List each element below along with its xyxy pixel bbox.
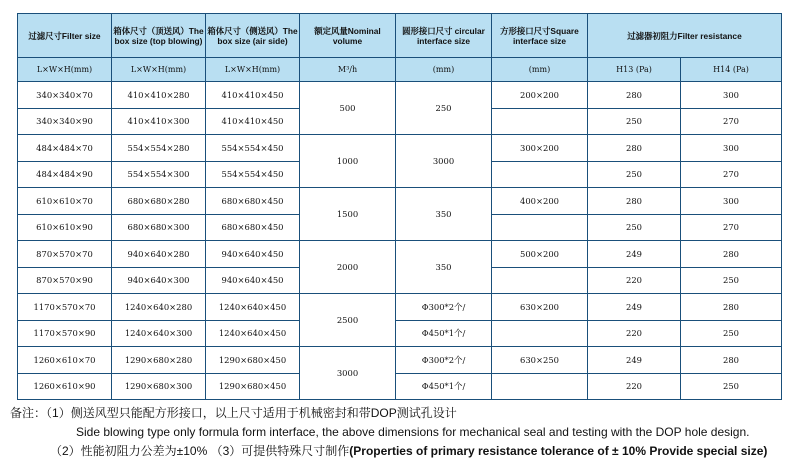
square-cell — [492, 108, 588, 135]
h13-cell: 250 — [588, 161, 681, 188]
filter-size-cell: 340×340×90 — [18, 108, 112, 135]
table-row — [18, 320, 782, 347]
note1-english: Side blowing type only formula form interface, the above dimensions for mechanical seal and testing with the DOP hole design. — [76, 425, 750, 439]
box-side-cell: 1240×640×450 — [206, 320, 300, 347]
box-top-cell: 554×554×280 — [112, 135, 206, 162]
units-row — [18, 58, 782, 82]
square-cell — [492, 161, 588, 188]
square-cell: 500×200 — [492, 241, 588, 268]
filter-size-cell: 1170×570×70 — [18, 294, 112, 321]
h13-cell: 250 — [588, 108, 681, 135]
notes-section — [10, 404, 790, 461]
box-top-cell: 1290×680×280 — [112, 347, 206, 374]
square-cell — [492, 320, 588, 347]
header-filter-size: 过滤尺寸Filter size — [18, 14, 112, 58]
box-top-cell: 1240×640×300 — [112, 320, 206, 347]
square-cell — [492, 373, 588, 400]
header-square-interface: 方形接口尺寸Square interface size — [492, 14, 588, 58]
h14-cell: 280 — [681, 347, 782, 374]
h14-cell: 250 — [681, 373, 782, 400]
volume-cell: 1000 — [300, 135, 396, 188]
unit-cell: H14 (Pa) — [681, 58, 782, 82]
table-row — [18, 82, 782, 109]
box-top-cell: 1240×640×280 — [112, 294, 206, 321]
filter-size-cell: 484×484×90 — [18, 161, 112, 188]
h13-cell: 280 — [588, 135, 681, 162]
box-side-cell: 1290×680×450 — [206, 373, 300, 400]
box-side-cell: 680×680×450 — [206, 188, 300, 215]
volume-cell: 500 — [300, 82, 396, 135]
table-row — [18, 135, 782, 162]
header-row — [18, 14, 782, 58]
h13-cell: 220 — [588, 267, 681, 294]
volume-cell: 2500 — [300, 294, 396, 347]
h14-cell: 300 — [681, 188, 782, 215]
unit-cell: M³/h — [300, 58, 396, 82]
h14-cell: 270 — [681, 214, 782, 241]
volume-cell: 1500 — [300, 188, 396, 241]
square-cell — [492, 214, 588, 241]
volume-cell: 3000 — [300, 347, 396, 400]
filter-size-cell: 870×570×70 — [18, 241, 112, 268]
unit-cell: L×W×H(mm) — [206, 58, 300, 82]
table-row — [18, 241, 782, 268]
notes-label: 备注： — [10, 406, 47, 420]
filter-size-cell: 1260×610×90 — [18, 373, 112, 400]
volume-cell: 2000 — [300, 241, 396, 294]
unit-cell: (mm) — [396, 58, 492, 82]
filter-spec-table — [17, 13, 782, 400]
box-side-cell: 1290×680×450 — [206, 347, 300, 374]
square-cell: 200×200 — [492, 82, 588, 109]
header-filter-resistance: 过滤器初阻力Filter resistance — [588, 14, 782, 58]
box-side-cell: 554×554×450 — [206, 161, 300, 188]
box-side-cell: 940×640×450 — [206, 267, 300, 294]
filter-size-cell: 870×570×90 — [18, 267, 112, 294]
h14-cell: 280 — [681, 294, 782, 321]
table-row — [18, 188, 782, 215]
header-nominal-volume: 额定风量Nominal volume — [300, 14, 396, 58]
filter-size-cell: 1260×610×70 — [18, 347, 112, 374]
unit-cell: H13 (Pa) — [588, 58, 681, 82]
h13-cell: 220 — [588, 373, 681, 400]
circular-cell: 250 — [396, 82, 492, 135]
h13-cell: 250 — [588, 214, 681, 241]
unit-cell: L×W×H(mm) — [18, 58, 112, 82]
filter-size-cell: 610×610×70 — [18, 188, 112, 215]
box-top-cell: 940×640×300 — [112, 267, 206, 294]
circular-cell: Φ450*1个/ — [396, 320, 492, 347]
table-row — [18, 347, 782, 374]
h13-cell: 220 — [588, 320, 681, 347]
box-side-cell: 940×640×450 — [206, 241, 300, 268]
box-side-cell: 410×410×450 — [206, 108, 300, 135]
h13-cell: 280 — [588, 188, 681, 215]
h14-cell: 280 — [681, 241, 782, 268]
box-side-cell: 410×410×450 — [206, 82, 300, 109]
h14-cell: 300 — [681, 82, 782, 109]
circular-cell: 350 — [396, 241, 492, 294]
filter-size-cell: 484×484×70 — [18, 135, 112, 162]
header-box-size-top: 箱体尺寸（顶送风）The box size (top blowing) — [112, 14, 206, 58]
h14-cell: 250 — [681, 320, 782, 347]
note-line-2 — [10, 442, 790, 461]
unit-cell: L×W×H(mm) — [112, 58, 206, 82]
square-cell: 300×200 — [492, 135, 588, 162]
h13-cell: 249 — [588, 241, 681, 268]
filter-size-cell: 610×610×90 — [18, 214, 112, 241]
circular-cell: Φ300*2个/ — [396, 347, 492, 374]
note2-chinese: （2）性能初阻力公差为±10% （3）可提供特殊尺寸制作 — [50, 444, 350, 458]
box-top-cell: 940×640×280 — [112, 241, 206, 268]
note2-english: (Properties of primary resistance tolerance of ± 10% Provide special size) — [349, 444, 768, 458]
h14-cell: 250 — [681, 267, 782, 294]
box-top-cell: 410×410×300 — [112, 108, 206, 135]
box-side-cell: 1240×640×450 — [206, 294, 300, 321]
square-cell: 630×250 — [492, 347, 588, 374]
square-cell: 400×200 — [492, 188, 588, 215]
header-box-size-side: 箱体尺寸（侧送风）The box size (air side) — [206, 14, 300, 58]
note-line-1 — [10, 404, 790, 423]
h14-cell: 270 — [681, 108, 782, 135]
square-cell — [492, 267, 588, 294]
h13-cell: 280 — [588, 82, 681, 109]
h14-cell: 270 — [681, 161, 782, 188]
unit-cell: (mm) — [492, 58, 588, 82]
box-top-cell: 680×680×280 — [112, 188, 206, 215]
circular-cell: 350 — [396, 188, 492, 241]
circular-cell: Φ300*2个/ — [396, 294, 492, 321]
box-side-cell: 680×680×450 — [206, 214, 300, 241]
box-top-cell: 680×680×300 — [112, 214, 206, 241]
header-circular-interface: 圆形接口尺寸 circular interface size — [396, 14, 492, 58]
box-top-cell: 554×554×300 — [112, 161, 206, 188]
h14-cell: 300 — [681, 135, 782, 162]
box-side-cell: 554×554×450 — [206, 135, 300, 162]
table-row — [18, 373, 782, 400]
h13-cell: 249 — [588, 347, 681, 374]
filter-size-cell: 1170×570×90 — [18, 320, 112, 347]
square-cell: 630×200 — [492, 294, 588, 321]
box-top-cell: 1290×680×300 — [112, 373, 206, 400]
filter-size-cell: 340×340×70 — [18, 82, 112, 109]
box-top-cell: 410×410×280 — [112, 82, 206, 109]
circular-cell: 3000 — [396, 135, 492, 188]
note1-chinese: （1）侧送风型只能配方形接口，以上尺寸适用于机械密封和带DOP测试孔设计 — [46, 406, 457, 420]
table-row — [18, 294, 782, 321]
circular-cell: Φ450*1个/ — [396, 373, 492, 400]
h13-cell: 249 — [588, 294, 681, 321]
